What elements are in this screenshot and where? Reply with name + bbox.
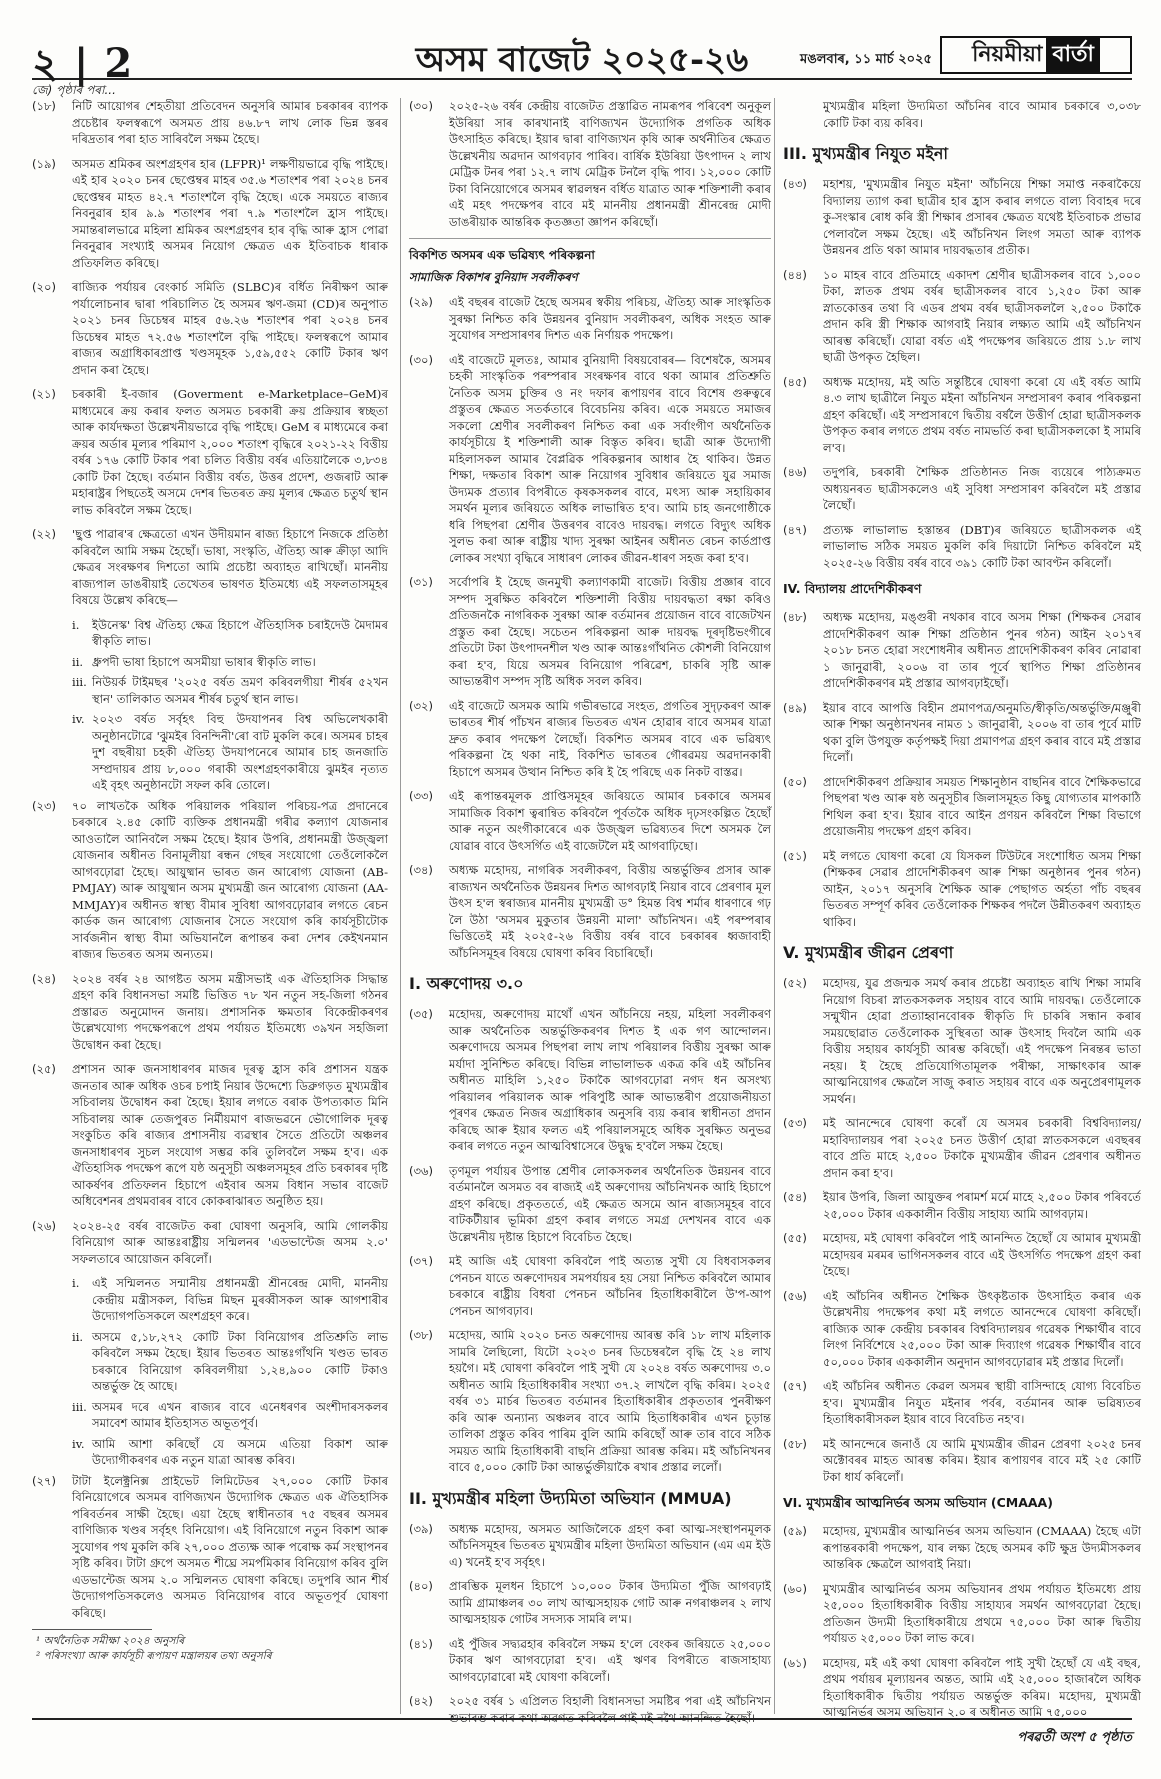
paragraph: (৫১) মই লগতে ঘোষণা কৰো যে যিসকল টিউটৰে সংশোধিত অসম শিক্ষা (শিক্ষকৰ সেৱাৰ প্ৰাদেশিকীকৰণ আৰু শিক্ষা অনুষ্ঠানৰ পুনৰ গঠন) আইন, ২০১৭ অনুসৰি শৈক্ষিক আৰু পেছাগত অৰ্হতা পাঁচ বছৰৰ ভিতৰত সম্পূৰ্ণ কৰিব তেওঁলোকক শিক্ষকৰ পদলৈ উন্নীতকৰণ অব্যাহত থাকিব। bbox=[783, 848, 1142, 929]
list-item: iv. আমি আশা কৰিছোঁ যে অসমে এতিয়া বিকাশ আৰু উদ্যোগীকৰণৰ এক নতুন যাত্ৰা আৰম্ভ কৰিব। bbox=[72, 1436, 388, 1467]
paragraph: (৪৪) ১০ মাহৰ বাবে প্ৰতিমাহে একাদশ শ্ৰেণীৰ ছাত্ৰীসকলৰ বাবে ১,০০০ টকা, স্নাতক প্ৰথম বৰ্ষৰ ছাত্ৰীসকলৰ বাবে ১,২৫০ টকা আৰু স্নাতকোত্তৰ তথা বি এডৰ প্ৰথম বৰ্ষৰ ছাত্ৰীসকললৈ ২,৫০০ টকাকৈ প্ৰদান কৰি স্ত্ৰী শিক্ষাক আগবাই নিয়াৰ লক্ষ্যত আমি এই আঁচনিখন আৰম্ভ কৰিছোঁ। যোৱা বৰ্ষত এই পদক্ষেপৰ জৰিয়তে প্ৰায় ১.৮ লাখ ছাত্ৰী উপকৃত হৈছিল। bbox=[783, 267, 1141, 364]
logo-text-1: নিয়মীয়া bbox=[972, 41, 1043, 67]
list-item: iii. অসমৰ দৰে এখন ৰাজ্যৰ বাবে এনেধৰণৰ অংশীদাৰসকলৰ সমাবেশ আমাৰ ইতিহাসত অভূতপূৰ্ব। bbox=[72, 1399, 388, 1430]
logo-text-2: বাৰ্তা bbox=[1046, 37, 1100, 74]
paragraph: (২৭) টাটা ইলেক্ট্ৰনিক্স প্ৰাইভেট লিমিটেডৰ ২৭,০০০ কোটি টকাৰ বিনিয়োগেৰে অসমৰ বাণিজ্যখন উদ্যোগিক ক্ষেত্ৰত এক ঐতিহাসিক পৰিবৰ্তনৰ সাক্ষী হৈছে। এয়া হৈছে স্বাধীনতাৰ ৭৫ বছৰৰ অসমৰ বাণিজ্যিক খণ্ডৰ সৰ্বৃহৎ বিনিয়োগ। এই বিনিয়োগে নতুন বিকাশ আৰু সুযোগৰ পথ মুকলি কৰি ২৭,০০০ প্ৰত্যক্ষ আৰু পৰোক্ষ কৰ্ম সংস্থাপনৰ সৃষ্টি কৰিব। টাটা গ্ৰুপে অসমত শীঘ্ৰে সমৰ্পমিকাৰ বিনিয়োগ কৰিব বুলি এডভান্টেজ অসম ২.০ সন্মিলনত ঘোষণা কৰিছে। তদুপৰি আন শীৰ্ষ উদ্যোগপতিসকলেও অসমত বিনিয়োগৰ বাবে অভূতপূৰ্ব ঘোষণা কৰিছে। bbox=[32, 1473, 388, 1620]
list-item: ii. অসমে ৫,১৮,২৭২ কোটি টকা বিনিয়োগৰ প্ৰতিশ্ৰুতি লাভ কৰিবলৈ সক্ষম হৈছে। ইয়াৰ ভিতৰত আন্তঃগাঁথনি খণ্ডত ভাৰত চৰকাৰে বিনিয়োগ কৰিবলগীয়া ১,২৪,৯০০ কোটি টকাও অন্তৰ্ভুক্ত হৈ আছে। bbox=[72, 1329, 388, 1393]
list-item: iv. ২০২৩ বৰ্ষত সৰ্বৃহৎ বিহু উদযাপনৰ বিশ্ব অভিলেখকাৰী অনুষ্ঠানটোৱে 'ঝুমইৰ বিনন্দিনী'ৰো বাট মুকলি কৰে। অসমৰ চাহৰ দুশ বছৰীয়া চহকী ঐতিহ্য উদযাপনেৰে আমাৰ চাহ জনজাতি সম্প্ৰদায়ৰ প্ৰায় ৮,০০০ গৰাকী অংশগ্ৰহণকাৰীয়ে ঝুমইৰ নৃত্যত এই বৃহৎ অনুষ্ঠানটো সফল কৰি তোলে। bbox=[72, 712, 388, 792]
page-header bbox=[32, 30, 1132, 87]
paragraph: (৬১) মহোদয়, মই এই কথা ঘোষণা কৰিবলৈ পাই সুখী হৈছোঁ যে এই বছৰ, প্ৰথম পৰ্যায়ৰ মূল্যায়নৰ অন্তত, আমি এই ২৫,০০০ হাজাৰলৈ অধিক হিতাধিকাৰীক দ্বিতীয় পৰ্যায়ত অন্তৰ্ভুক্ত কৰিম। মহোদয়, মুখ্যমন্ত্ৰী আত্মনিৰ্ভৰ অসম অভিযান ২.০ ৰ অধীনত আমি ৭৫,০০০ bbox=[783, 1655, 1141, 1719]
paragraph: (৪৬) তদুপৰি, চৰকাৰী শৈক্ষিক প্ৰতিষ্ঠানত নিজ ব্যয়েৰে পাঠ্যক্ৰমত অধ্যয়নৰত ছাত্ৰীসকলেও এই সুবিধা সম্প্ৰসাৰণ কৰিবলৈ মই প্ৰস্তাৱ লৈছোঁ। bbox=[783, 465, 1141, 512]
paragraph: (৩৮) মহোদয়, আমি ২০২০ চনত অৰুণোদয় আৰম্ভ কৰি ১৮ লাখ মহিলাক সামৰি লৈছিলো, যিটো ২০২৩ চনৰ ডিচেম্বৰলৈ বৃদ্ধি হৈ ২৪ লাখ হয়গৈ। মই ঘোষণা কৰিবলৈ পাই সুখী যে ২০২৪ বৰ্ষত অৰুণোদয় ৩.০ অধীনত আমি হিতাধিকাৰীৰ সংখ্যা ৩৭.২ লাখলৈ বৃদ্ধি কৰিম। ২০২৫ বৰ্ষৰ ৩১ মাৰ্চৰ ভিতৰত বৰ্তমানৰ হিতাধিকাৰীৰ প্ৰকৃততাৰ পুনৰীক্ষণ কৰি আৰু অন্যান্য অঞ্চলৰ বাবে আমি হিতাধিকাৰীৰ এখন চূড়ান্ত তালিকা প্ৰস্তুত কৰিব পাৰিম বুলি আমি কৰিছোঁ আৰু তাৰ বাবে সঠিক সময়ত আমি হিতাধিকাৰী বাছনি প্ৰক্ৰিয়া আৰম্ভ কৰিম। মই আঁচনিখনৰ বাবে ৫,০০০ কোটি টকা আন্তৰ্ভুক্তীয়াকৈ ৰখাৰ প্ৰস্তাৱ ললোঁ। bbox=[409, 1328, 771, 1474]
paragraph: (৫২) মহোদয়, যুৱ প্ৰজন্মক সমৰ্থ কৰাৰ প্ৰচেষ্টা অব্যাহত ৰাখি শিক্ষা সামৰি নিয়োগ বিচৰা স্নাতকসকলক সহায়ৰ বাবে আমি দায়বদ্ধ। তেওঁলোকে সন্মুখীন হোৱা প্ৰত্যাহ্বানবোৰক স্বীকৃতি দি চাকৰি সন্ধান কৰাৰ সময়ছোৱাত তেওঁলোকক সুস্থিৰতা আৰু উৎসাহ দিবলৈ আমি এক বিত্তীয় সহায়ৰ কাৰ্যসূচী আৰম্ভ কৰিছোঁ। এই পদক্ষেপ নিৰন্তৰ ভাতা নহয়। ই হৈছে প্ৰতিযোগিতামূলক পৰীক্ষা, সাক্ষাৎকাৰ আৰু আত্মনিয়োগৰ ক্ষেত্ৰলৈ সাজু কৰাত সহায়ৰ বাবে এক অনুপ্ৰেৰণামূলক সমৰ্থন। bbox=[783, 976, 1141, 1106]
paragraph: (৫৪) ইয়াৰ উপৰি, জিলা আয়ুক্তৰ পৰামৰ্শ মৰ্মে মাহে ২,৫০০ টকাৰ পৰিবৰ্তে ২৫,০০০ টকাৰ এককালীন বিত্তীয় সাহায্য আমি আগবঢ়াম। bbox=[783, 1190, 1141, 1221]
paragraph: (৩১) সৰ্বোপৰি ই হৈছে জনমুখী কল্যাণকামী বাজেট। বিত্তীয় প্ৰজ্ঞাৰ বাবে সম্পদ সুৰক্ষিত কৰিবলৈ শক্তিশালী বিত্তীয় দায়বদ্ধতা ৰক্ষা কৰিও প্ৰতিজনকৈ নাগৰিকক সুৰক্ষা আৰু বৰ্তমানৰ প্ৰয়োজন বাবে বাজেটখন প্ৰস্তুত কৰা হৈছে। সচেতন পৰিকল্পনা আৰু দায়বদ্ধ দূৰদৃষ্টিভংগীৰে প্ৰতিটো টকা উৎপাদনশীল খণ্ড আৰু আন্তঃগাঁথনিত কৌশলী বিনিয়োগ কৰা হ'ব, যিয়ে অসমৰ বিনিয়োগ পৰিৱেশ, চাকৰি সৃষ্টি আৰু আভ্যন্তৰীণ সম্পদ সৃষ্টি অধিক সবল কৰিব। bbox=[409, 575, 771, 688]
continued-from-note: জে) পৃষ্ঠাৰ পৰা... bbox=[32, 83, 116, 97]
paragraph: মুখ্যমন্ত্ৰীৰ মহিলা উদ্যমিতা আঁচনিৰ বাবে আমাৰ চৰকাৰে ৩,০৩৮ কোটি টকা ব্যয় কৰিব। bbox=[823, 99, 1141, 130]
section-heading: I. অৰুণোদয় ৩.০ bbox=[409, 974, 524, 993]
paragraph: (৫৯) মহোদয়, মুখ্যমন্ত্ৰীৰ আত্মনিৰ্ভৰ অসম অভিযান (CMAAA) হৈছে এটা ৰূপান্তৰকাৰী পদক্ষেপ, যাৰ লক্ষ্য হৈছে অসমৰ কটি ক্ষুদ্ৰ উদ্যমীসকলৰ আন্তৰিক ক্ষেত্ৰলৈ আগবাই নিয়া। bbox=[783, 1524, 1141, 1571]
paragraph: (৩৩) এই ৰূপান্তৰমূলক প্ৰাপ্তিসমূহৰ জৰিয়তে আমাৰ চৰকাৰে অসমৰ সামাজিক বিকাশ ত্বৰান্বিত কৰিবলৈ পূৰ্বতকৈ অধিক দৃঢ়সংকল্পিত হৈছোঁ আৰু নতুন অংগীকাৰেৰে এক উজ্জ্বল ভৱিষ্যতৰ দিশে অসমক লৈ যোৱাৰ বাবে উৎসৰ্গিত এই বাজেটলৈ মই আগবাঢ়িছো। bbox=[409, 789, 771, 853]
column-1 bbox=[32, 98, 388, 1714]
paragraph: (২৪) ২০২৪ বৰ্ষৰ ২৪ আগষ্টত অসম মন্ত্ৰীসভাই এক ঐতিহাসিক সিদ্ধান্ত গ্ৰহণ কৰি বিধানসভা সমষ্টি ভিত্তিত ৭৮ খন নতুন সহ-জিলা গঠনৰ প্ৰস্তাৱত অনুমোদন জনায়। প্ৰশাসনিক ক্ষমতাৰ বিকেন্দ্ৰীকৰণৰ উল্লেখযোগ্য পদক্ষেপৰূপে প্ৰথম পৰ্যায়ত ইতিমধ্যে ৩৯খন সহজিলা উদ্বোধন কৰা হৈছে। bbox=[32, 971, 388, 1052]
footnote: ² পৰিসংখ্যা আৰু কাৰ্যসূচী ৰূপায়ণ মন্ত্ৰালয়ৰ তথ্য অনুসৰি bbox=[36, 1650, 272, 1662]
paragraph: (৩৯) অধ্যক্ষ মহোদয়, অসমত আজিলৈকে গ্ৰহণ কৰা আত্ম-সংস্থাপনমূলক আঁচনিসমূহৰ ভিতৰত মুখ্যমন্ত্ৰীৰ মহিলা উদ্যমিতা অভিযান (এম এম ইউ এ) খনেই হ'ব সৰ্বৃহৎ। bbox=[409, 1521, 771, 1569]
paragraph: (৪৯) ইয়াৰ বাবে আপত্তি বিহীন প্ৰমাণপত্ৰ/অনুমতি/স্বীকৃতি/অন্তৰ্ভুক্তি/মঞ্জুৰী আৰু শিক্ষা অনুষ্ঠানখনৰ নামত ১ জানুৱাৰী, ২০০৬ বা তাৰ পূৰ্বে মাটি থকা বুলি উপযুক্ত কৰ্তৃপক্ষই দিয়া প্ৰমাণপত্ৰ গ্ৰহণ কৰাৰ বাবে মই প্ৰস্তাৱ দিলোঁ। bbox=[783, 700, 1141, 764]
list-item: iii. নিউয়ৰ্ক টাইমছৰ '২০২৫ বৰ্ষত ভ্ৰমণ কৰিবলগীয়া শীৰ্ষৰ ৫২খন স্থান' তালিকাত অসমৰ শীৰ্ষৰ চতুৰ্থ স্থান লাভ। bbox=[72, 675, 388, 706]
page-footer bbox=[32, 1718, 1132, 1745]
section-heading: II. মুখ্যমন্ত্ৰীৰ মহিলা উদ্যমিতা অভিযান (MMUA) bbox=[409, 1488, 732, 1508]
paragraph: (৫৩) মই আনন্দেৰে ঘোষণা কৰোঁ যে অসমৰ চৰকাৰী বিশ্ববিদ্যালয়/মহাবিদ্যালয়ৰ পৰা ২০২৫ চনত উত্তীৰ্ণ হোৱা স্নাতকসকলে এবছৰৰ বাবে প্ৰতি মাহে ২,৫০০ টকাকৈ মুখ্যমন্ত্ৰীৰ জীৱন প্ৰেৰণাৰ অধীনত প্ৰদান কৰা হ'ব। bbox=[783, 1116, 1141, 1180]
paragraph: (৫৫) মহোদয়, মই ঘোষণা কৰিবলৈ পাই আনন্দিত হৈছোঁ যে আমাৰ মুখ্যমন্ত্ৰী মহোদয়ৰ মৰমৰ ভাগিনসকলৰ বাবে এই উৎসৰ্গিত পদক্ষেপ গ্ৰহণ কৰা হৈছে। bbox=[783, 1231, 1141, 1278]
list-item: i. এই সন্মিলনত সন্মানীয় প্ৰধানমন্ত্ৰী শ্ৰীনৰেন্দ্ৰ মোদী, মাননীয় কেন্দ্ৰীয় মন্ত্ৰীসকল, বিভিন্ন মিছন মুৰব্বীসকল আৰু আগশাৰীৰ উদ্যোগপতিসকলে অংশগ্ৰহণ কৰে। bbox=[72, 1276, 388, 1323]
section-subheading: বিকশিত অসমৰ এক ভৱিষ্যৎ পৰিকল্পনা bbox=[409, 248, 595, 262]
paragraph: (৬০) মুখ্যমন্ত্ৰীৰ আত্মনিৰ্ভৰ অসম অভিযানৰ প্ৰথম পৰ্যায়ত ইতিমধ্যে প্ৰায় ২৫,০০০ হিতাধিকাৰীক বিত্তীয় সাহায্যৰ সমৰ্থন আগবঢ়োৱা হৈছে। প্ৰতিজন উদ্যমী হিতাধিকাৰীয়ে প্ৰথমে ৭৫,০০০ টকা আৰু দ্বিতীয় পৰ্যায়ত ২৫,০০০ টকা লাভ কৰে। bbox=[783, 1581, 1141, 1645]
paragraph: (৩০) ২০২৫-২৬ বৰ্ষৰ কেন্দ্ৰীয় বাজেটত প্ৰস্তাৱিত নামৰূপৰ পৰিবেশ অনুকূল ইউৰিয়া সাৰ কাৰখানাই বাণিজ্যখন উদ্যোগিক প্ৰগতিক অধিক উৎসাহিত কৰিছে। ইয়াৰ দ্বাৰা বাণিজ্যখন কৃষি আৰু অৰ্থনীতিৰ ক্ষেত্ৰত উল্লেখনীয় অৱদান আগবঢ়াব পাৰিব। বাৰ্ষিক ইউৰিয়া উৎপাদন ২ লাখ মেট্ৰিক টনৰ পৰা ১২.৭ লাখ মেট্ৰিক টনলৈ বৃদ্ধি পাব। ১২,০০০ কোটি টকা বিনিয়োগেৰে অসমৰ স্বাৱলম্বন বৰ্ধিত যাত্ৰাত আৰু শক্তিশালী কৰাৰ এই মহৎ পদক্ষেপৰ বাবে মই মাননীয় প্ৰধানমন্ত্ৰী শ্ৰীনৰেন্দ্ৰ মোদী ডাঙৰীয়াক আন্তৰিক কৃতজ্ঞতা জ্ঞাপন কৰিছোঁ। bbox=[409, 99, 771, 229]
paragraph: (৪৮) অধ্যক্ষ মহোদয়, মঙ্গুৰী নথকাৰ বাবে অসম শিক্ষা (শিক্ষকৰ সেৱাৰ প্ৰাদেশিকীকৰণ আৰু শিক্ষা প্ৰতিষ্ঠান পুনৰ গঠন) আইন ২০১৭ৰ ২০১৮ চনত হোৱা সংশোধনীৰ অধীনত প্ৰাদেশিকীকৰণ কৰিব নোৱাৰা ১ জানুৱাৰী, ২০০৬ বা তাৰ পূৰ্বে স্থাপিত শিক্ষা প্ৰতিষ্ঠানৰ প্ৰাদেশিকীকৰণৰ মই প্ৰস্তাৱ আগবঢ়াইছোঁ। bbox=[783, 610, 1141, 690]
paragraph: (২৫) প্ৰশাসন আৰু জনসাধাৰণৰ মাজৰ দূৰত্ব হ্ৰাস কৰি প্ৰশাসন যন্ত্ৰক জনতাৰ আৰু অধিক ওচৰ চপাই নিয়াৰ উদ্দেশ্যে ডিব্ৰুগড়ত মুখ্যমন্ত্ৰীৰ সচিবালয় উদ্বোধন কৰা হৈছে। ইয়াৰ লগতে বৰাক উপত্যকাত মিনি সচিবালয় আৰু তেজপুৰত নিৰ্মীয়মাণ ৰাজভৱনে ভৌগোলিক দূৰত্ব সংকুচিত কৰি ৰাজ্যৰ প্ৰশাসনীয় ব্যৱস্থাৰ সৈতে প্ৰতিটো অঞ্চলৰ জনসাধাৰণৰ সুচল সংযোগ সম্ভৱ কৰি তুলিবলৈ সক্ষম হ'ব। এক ঐতিহাসিক পদক্ষেপ ৰূপে যষ্ঠ অনুসূচী অঞ্চলসমূহৰ প্ৰতি চৰকাৰৰ দৃষ্টি আকৰ্ষণৰ প্ৰতিফলন হিচাপে এইবাৰ অসম বিধান সভাৰ বাজেট অধিবেশনৰ প্ৰথমবাৰৰ বাবে কোকৰাঝাৰত অনুষ্ঠিত হয়। bbox=[32, 1062, 388, 1208]
paragraph: (৪৩) মহাশয়, 'মুখ্যমন্ত্ৰীৰ নিযুত মইনা' আঁচনিয়ে শিক্ষা সমাপ্ত নকৰাকৈয়ে বিদ্যালয় ত্যাগ কৰা ছাত্ৰীৰ হাৰ হ্ৰাস কৰাৰ লগতে বাল্য বিবাহৰ দৰে কু-সংস্কাৰ ৰোধ কৰি স্ত্ৰী শিক্ষাৰ প্ৰসাৰৰ ক্ষেত্ৰত যথেষ্ট ইতিবাচক প্ৰভাৱ পেলাবলৈ সক্ষম হৈছে। এই আঁচনিখন লিংগ সমতা আৰু ব্যাপক উন্নয়নৰ প্ৰতি থকা আমাৰ দায়বদ্ধতাৰ প্ৰতীক। bbox=[783, 177, 1141, 257]
article-columns bbox=[32, 98, 1142, 1725]
footnote-divider bbox=[32, 1629, 152, 1630]
page-title: অসম বাজেট ২০২৫-২৬ bbox=[415, 40, 749, 80]
list-item: ii. ধ্ৰুপদী ভাষা হিচাপে অসমীয়া ভাষাৰ স্বীকৃতি লাভ। bbox=[72, 654, 316, 669]
paragraph: (৩৪) অধ্যক্ষ মহোদয়, নাগৰিক সবলীকৰণ, বিত্তীয় অন্তৰ্ভুক্তিৰ প্ৰসাৰ আৰু ৰাজ্যখন অৰ্থনৈতিক উন্নয়নৰ দিশত আগবঢ়াই নিয়াৰ বাবে প্ৰেৰণাৰ মূল উৎস হ'ল স্বৰাজ্যৰ মাননীয় মুখ্যমন্ত্ৰী ড° হিমন্ত বিশ্ব শৰ্মাৰ ধাৰণাৰে গঢ় লৈ উঠা 'অসমৰ মুকুতাৰ উন্নয়নী মালা' আঁচনিখন। এই পৰম্পৰাৰ ভিত্তিতেই মই ২০২৫-২৬ বিত্তীয় বৰ্ষৰ বাবে চৰকাৰৰ ধ্বজাবাহী আঁচনিসমূহৰ বিষয়ে ঘোষণা কৰিব বিচাৰিছোঁ। bbox=[409, 863, 771, 960]
section-heading: VI. মুখ্যমন্ত্ৰীৰ আত্মনিৰ্ভৰ অসম অভিযান (CMAAA) bbox=[783, 1495, 1053, 1510]
paragraph: (৩২) এই বাজেটে অসমক আমি গভীৰভাৱে সংহত, প্ৰগতিৰ সুদৃঢ়কৰণ আৰু ভাৰতৰ শীৰ্ষ পাঁচখন ৰাজ্যৰ ভিতৰত এখন হোৱাৰ বাবে অসমৰ যাত্ৰা দ্ৰুত কৰাৰ পদক্ষেপ লৈছোঁ। বিকশিত অসমৰ বাবে এক ভৱিষ্যৎ পৰিকল্পনা হৈ থকা নাই, বিকশিত ভাৰতৰ গৌৰৱময় অৱদানকাৰী হিচাপে অসমৰ উত্থান নিশ্চিত কৰি ই হৈ পৰিছে এক নিকট বাস্তৱ। bbox=[409, 698, 771, 779]
paragraph: (২৩) ৭০ লাখতকৈ অধিক পৰিয়ালক পৰিয়াল পৰিচয়-পত্ৰ প্ৰদানেৰে চৰকাৰে ২.৪৫ কোটি ব্যক্তিক প্ৰধানমন্ত্ৰী গৰীৱ কল্যাণ যোজনাৰ আওতালৈ আনিবলৈ সক্ষম হৈছে। ইয়াৰ উপৰি, প্ৰধানমন্ত্ৰী উজ্জ্বলা যোজনাৰ অধীনত বিনামূলীয়া ৰন্ধন গেছৰ সংযোগো তেওঁলোকলৈ আগবঢ়োৱা হৈছে। আয়ুষ্মান ভাৰত জন আৰোগ্য যোজনা (AB-PMJAY) আৰু আয়ুষ্মান অসম মুখ্যমন্ত্ৰী জন আৰোগ্য যোজনা (AA-MMJAY)ৰ অধীনত স্বাস্থ্য বীমাৰ সুবিধা আগবঢ়োৱাৰ লগতে ৰেচন কাৰ্ডক জন আৰোগ্য যোজনাৰ সৈতে সংযোগ কৰি কাৰ্যসূচীটোক সাৰ্বজনীন স্বাস্থ্য বীমা অভিযানলৈ ৰূপান্তৰ কৰা দেশৰ কেইখনমান ৰাজ্যৰ ভিতৰত অসম অন্যতম। bbox=[32, 798, 388, 961]
paragraph: (৩৫) মহোদয়, অৰুণোদয় মাথোঁ এখন আঁচনিয়ে নহয়, মহিলা সবলীকৰণ আৰু অৰ্থনৈতিক অন্তৰ্ভুক্তিকৰণৰ দিশত ই এক গণ আন্দোলন। অৰুণোদয়ে অসমৰ পিছপৰা লাখ লাখ পৰিয়ালৰ বিত্তীয় সুৰক্ষা আৰু মৰ্যাদা সুনিশ্চিত কৰিছে। বিভিন্ন লাভালাভক একত্ৰ কৰি এই আঁচনিৰ অধীনত মাহিলি ১,২৫০ টকাকৈ আগবঢ়োৱা নগদ ধন অসংখ্য পৰিয়ালৰ পৰিয়ালক আৰু পৰিপুষ্টি আৰু আভ্যন্তৰীণ প্ৰয়োজনীয়তা পূৰণৰ ক্ষেত্ৰত নিজৰ অগ্ৰাধিকাৰ অনুসৰি ব্যয় কৰাৰ স্বাধীনতা প্ৰদান কৰিছে আৰু ইয়াৰ ফলত এই পৰিয়ালসমূহে অধিক সুৰক্ষিত অনুভৱ কৰাৰ লগতে নতুন আত্মবিশ্বাসেৰে উদ্বুদ্ধ হ'বলৈ সক্ষম হৈছে। bbox=[409, 1007, 771, 1153]
paragraph: (২০) ৰাজ্যিক পৰ্যায়ৰ বেংকাৰ্চ সমিতি (SLBC)ৰ বৰ্ধিত নিৰীক্ষণ আৰু পৰ্যালোচনাৰ দ্বাৰা পৰিচালিত হৈ অসমৰ ঋণ-জমা (CD)ৰ অনুপাত ২০২১ চনৰ ডিচেম্বৰ মাহৰ ৫৬.২৬ শতাংশৰ পৰা ২০২৪ চনৰ ডিচেম্বৰ মাহত ৭২.৫৬ শতাংশলৈ বৃদ্ধি পাইছে। ফলস্বৰূপে আমাৰ ৰাজ্যৰ অগ্ৰাধিকাৰপ্ৰাপ্ত খণ্ডসমূহক ১,৫৯,৫৫২ কোটি টকাৰ ঋণ প্ৰদান কৰা হৈছে। bbox=[32, 280, 388, 377]
paragraph: (৪২) ২০২৫ বৰ্ষৰ ১ এপ্ৰিলত বিহালী বিধানসভা সমষ্টিৰ পৰা এই আঁচনিখন শুভাৰম্ভ কৰাৰ কথা অৱগত কৰিবলৈ পাই মই নথৈ আনন্দিত হৈছোঁ। bbox=[409, 1694, 771, 1725]
paragraph: (৫০) প্ৰাদেশিকীকৰণ প্ৰক্ৰিয়াৰ সময়ত শিক্ষানুষ্ঠান বাছনিৰ বাবে শৈক্ষিকভাৱে পিছপৰা খণ্ড আৰু ষষ্ঠ অনুসূচীৰ জিলাসমূহত কিছু যোগ্যতাৰ মাপকাঠি শিথিল কৰা হ'ব। ইয়াৰ বাবে আইন প্ৰণয়ন কৰিবলৈ শিক্ষা বিভাগে প্ৰয়োজনীয় পদক্ষেপ গ্ৰহণ কৰিব। bbox=[783, 774, 1141, 838]
paragraph: (৪৭) প্ৰত্যক্ষ লাভালাভ হস্তান্তৰ (DBT)ৰ জৰিয়তে ছাত্ৰীসকলক এই লাভালাভ সঠিক সময়ত মুকলি কৰি দিয়াটো নিশ্চিত কৰিবলৈ মই ২০২৫-২৬ বিত্তীয় বৰ্ষৰ বাবে ৩৯১ কোটি টকা আবণ্টন কৰিলোঁ। bbox=[783, 522, 1141, 570]
column-2 bbox=[400, 98, 771, 1725]
footnote: ¹ অৰ্থনৈতিক সমীক্ষা ২০২৪ অনুসৰি bbox=[36, 1635, 185, 1647]
section-subheading-2: সামাজিক বিকাশৰ বুনিয়াদ সবলীকৰণ bbox=[409, 270, 578, 284]
paragraph: (৩০) এই বাজেটে মূলতঃ, আমাৰ বুনিয়াদী বিষয়বোৰৰ— বিশেষকৈ, অসমৰ চহকী সাংস্কৃতিক পৰম্পৰাৰ সংৰক্ষণৰ বাবে থকা আমাৰ প্ৰতিশ্ৰুতি নৈতিক অসম চুক্তিৰ ও নং দফাৰ ৰূপায়ণৰ বাবে বিশেষ গুৰুত্বৰে প্ৰস্তুতৰ ক্ষেত্ৰত সতৰ্কতাৰে বিবেচনিয় কৰিব। একে সময়তে সমাজৰ সকলো শ্ৰেণীৰ সবলীকৰণ নিশ্চিত কৰা এক সৰ্বাংগীণ অৰ্থনৈতিক কাৰ্যসূচীয়ে ই শক্তিশালী আৰু বিস্তৃত কৰিব। ছাত্ৰী আৰু উদ্যোগী মহিলাসকল আমাৰ বৈপ্লৱিক পৰিকল্পনাৰ আধাৰ হৈ থাকিব। উন্নত শিক্ষা, দক্ষতাৰ বিকাশ আৰু নিয়োগৰ সুবিধাৰ জৰিয়তে যুৱ সমাজ উদ্যমক প্ৰত্যাৰ বিপৰীতে কৃষকসকলৰ বাবে, মৎস্য আৰু সহায়িকাৰ সমৰ্থন মূল্যৰ জৰিয়তে অধিক লাভান্বিত হ'ব। আমি চাহ জনগোষ্ঠীকে ধৰি পিছপৰা শ্ৰেণীৰ উত্তৰণৰ বাবেও দায়বদ্ধ। লগতে বিদ্যুৎ অধিক সুলভ কৰা আৰু ৰাষ্ট্ৰীয় খাদ্য সুৰক্ষা আইনৰ অধীনত ৰেচন কাৰ্ডপ্ৰাপ্ত লোকৰ সংখ্যা বৃদ্ধিৰে সাধাৰণ লোকৰ জীৱন-ধাৰণ সহজ কৰা হ'ব। bbox=[409, 352, 771, 565]
paragraph: (৫৬) এই আঁচনিৰ অধীনত শৈক্ষিক উৎকৃষ্টতাক উৎসাহিত কৰাৰ এক উল্লেখনীয় পদক্ষেপৰ কথা মই লগতে আনন্দেৰে ঘোষণা কৰিছোঁ। ৰাজ্যিক আৰু কেন্দ্ৰীয় চৰকাৰৰ বিশ্ববিদ্যালয়ৰ গৱেষক শিক্ষাৰ্থীৰ বাবে লিংগ নিৰ্বিশেষে ২৫,০০০ টকা আৰু দিব্যাংগ গৱেষক শিক্ষাৰ্থীৰ বাবে ৫০,০০০ টকাৰ এককালীন অনুদান আগবঢ়োৱাৰ মই প্ৰস্তাৱ দিলোঁ। bbox=[783, 1288, 1141, 1369]
paragraph: (৩৭) মই আজি এই ঘোষণা কৰিবলৈ পাই অত্যন্ত সুখী যে বিধবাসকলৰ পেনচন যাতে অৰুণোদয়ৰ সমপৰ্যায়ৰ হয় সেয়া নিশ্চিত কৰিবলৈ আমাৰ চৰকাৰে ৰাষ্ট্ৰীয় বিধবা পেনচন আঁচনিৰ হিতাধিকাৰীলৈ উ'প-আপ পেনচন আগবঢ়াব। bbox=[409, 1254, 771, 1318]
paragraph: (৫৮) মই আনন্দেৰে জনাওঁ যে আমি মুখ্যমন্ত্ৰীৰ জীৱন প্ৰেৰণা ২০২৫ চনৰ অক্টোবৰৰ মাহত আৰম্ভ কৰিম। ইয়াৰ ৰূপায়ণৰ বাবে মই ২৫ কোটি টকা ধাৰ্য কৰিলোঁ। bbox=[783, 1436, 1141, 1484]
issue-date: মঙলবাৰ, ১১ মাৰ্চ ২০২৫ bbox=[800, 52, 932, 67]
divider bbox=[409, 238, 771, 239]
section-heading: IV. বিদ্যালয় প্ৰাদেশিকীকৰণ bbox=[783, 581, 922, 596]
paragraph: (২১) চৰকাৰী ই-বজাৰ (Goverment e-Marketplace–GeM)ৰ মাধ্যমেৰে ক্ৰয় কৰাৰ ফলত অসমত চৰকাৰী ক্ৰয় প্ৰক্ৰিয়াৰ স্বচ্ছতা আৰু কাৰ্যদক্ষতা উল্লেখনীয়ভাৱে বৃদ্ধি পাইছে। GeM ৰ মাধ্যমেৰে কৰা ক্ৰয়ৰ অৰ্ডাৰ মূল্যৰ পৰিমাণ ২,০০০ শতাংশ বৃদ্ধিৰে ২০২১-২২ বিত্তীয় বৰ্ষৰ ১৭৬ কোটি টকাৰ পৰা চলিত বিত্তীয় বৰ্ষৰ এতিয়ালৈকে ৩,৮৩৪ কোটি টকা হৈছে। বৰ্তমান বিত্তীয় বৰ্ষত, উত্তৰ প্ৰদেশ, গুজৰাট আৰু মহাৰাষ্ট্ৰৰ পিছতেই অসমে দেশৰ ভিতৰত ক্ৰয় মূল্যৰ ক্ষেত্ৰত চতুৰ্থ স্থান লাভ কৰিবলৈ সক্ষম হৈছে। bbox=[32, 387, 388, 517]
continued-note: পৰৱৰ্তী অংশ ৫ পৃষ্ঠাত bbox=[1017, 1730, 1132, 1745]
list-item: i. ইউনেস্ক' বিশ্ব ঐতিহ্য ক্ষেত্ৰ হিচাপে ঐতিহাসিক চৰাইদেউ মৈদামৰ স্বীকৃতি লাভ। bbox=[72, 617, 388, 648]
paragraph: (২৬) ২০২৪-২৫ বৰ্ষৰ বাজেটত কৰা ঘোষণা অনুসৰি, আমি গোলকীয় বিনিয়োগ আৰু আন্তঃৰাষ্ট্ৰীয় সন্মিলনৰ 'এডভান্টেজ অসম ২.০' সফলতাৰে আয়োজন কৰিলোঁ। bbox=[32, 1218, 388, 1266]
paragraph: (১৮) নিটি আয়োগৰ শেহতীয়া প্ৰতিবেদন অনুসৰি আমাৰ চৰকাৰৰ ব্যাপক প্ৰচেষ্টাৰ ফলস্বৰূপে অসমত প্ৰায় ৪৬.৮৭ লাখ লোক ভিন্ন স্তৰৰ দৰিদ্ৰতাৰ পৰা হাত সাৰিবলৈ সক্ষম হৈছে। bbox=[32, 99, 388, 146]
paragraph: (৫৭) এই আঁচনিৰ অধীনত কেৱল অসমৰ স্থায়ী বাসিন্দাহে যোগ্য বিবেচিত হ'ব। মুখ্যমন্ত্ৰীৰ নিযুত মইনাৰ পৰ্বৰ, বৰ্তমানৰ আৰু ভৱিষ্যতৰ হিতাধিকাৰীসকল ইয়াৰ বাবে বিবেচিত নহ'ব। bbox=[783, 1379, 1141, 1426]
paragraph: (৩৬) তৃণমূল পৰ্যায়ৰ উপান্ত শ্ৰেণীৰ লোকসকলৰ অৰ্থনৈতিক উন্নয়নৰ বাবে বৰ্তমানলৈ অসমত বৰ ৰাজ্যই এই অৰুণোদয় আঁচনিখনক আহি হিচাপে গ্ৰহণ কৰিছে। প্ৰকৃততৰ্তে, এই ক্ষেত্ৰত অসমে আন ৰাজ্যসমূহৰ বাবে বাটকটীয়াৰ ভূমিকা গ্ৰহণ কৰাৰ লগতে সমগ্ৰ দেশখনৰ বাবে এক উল্লেখনীয় দৃষ্টান্ত হিচাপে বিবেচিত হৈছে। bbox=[409, 1163, 771, 1244]
newspaper-logo bbox=[940, 36, 1132, 74]
paragraph: (৪০) প্ৰাৰম্ভিক মূলধন হিচাপে ১০,০০০ টকাৰ উদ্যমিতা পুঁজি আগবঢ়াই আমি গ্ৰামাঞ্চলৰ ৩০ লাখ আত্মসহায়ক গোট আৰু নগৰাঞ্চলৰ ২ লাখ আত্মসহায়ক গোটৰ সদস্যক সামৰি ল'ম। bbox=[409, 1579, 771, 1626]
section-heading: V. মুখ্যমন্ত্ৰীৰ জীৱন প্ৰেৰণা bbox=[783, 943, 954, 962]
section-heading: III. মুখ্যমন্ত্ৰীৰ নিযুত মইনা bbox=[783, 144, 949, 163]
paragraph: (২২) 'ছুপ্ত পাৱাৰ'ৰ ক্ষেত্ৰতো এখন উদীয়মান ৰাজ্য হিচাপে নিজকে প্ৰতিষ্ঠা কৰিবলৈ আমি সক্ষম হৈছোঁ। ভাষা, সংস্কৃতি, ঐতিহ্য আৰু ক্ৰীড়া আদি ক্ষেত্ৰৰ সংৰক্ষণৰ দিশতো আমি প্ৰচেষ্টা অব্যাহত ৰাখিছোঁ। মাননীয় ৰাজ্যপাল ডাঙৰীয়াই তেখেতৰ ভাষণত ইতিমধ্যে এই সফলতাসমূহৰ বিষয়ে উল্লেখ কৰিছে— bbox=[32, 527, 388, 607]
paragraph: (১৯) অসমত শ্ৰমিকৰ অংশগ্ৰহণৰ হাৰ (LFPR)¹ লক্ষণীয়ভাৱে বৃদ্ধি পাইছে। এই হাৰ ২০২০ চনৰ ছেপ্তেম্বৰ মাহৰ ৩৫.৬ শতাংশৰ পৰা ২০২৪ চনৰ ছেপ্তেম্বৰ মাহত ৪২.৭ শতাংশলৈ বৃদ্ধি হৈছে। একে সময়তে ৰাজ্যৰ নিবনুৱাৰ হাৰ ৯.৯ শতাংশৰ পৰা ৭.৯ শতাংশলৈ হ্ৰাস পাইছে। সমান্তৰালভাৱে মহিলা শ্ৰমিকৰ অংশগ্ৰহণৰ হাৰ বৃদ্ধি আৰু হ্ৰাস পোৱা নিবনুৱাৰ সংখ্যাই অসমৰ নিয়োগ ক্ষেত্ৰত এক ইতিবাচক ধাৰাক প্ৰতিফলিত কৰিছে। bbox=[32, 156, 388, 270]
column-3 bbox=[774, 98, 1142, 1719]
paragraph: (৪৫) অধ্যক্ষ মহোদয়, মই অতি সন্তুষ্টিৰে ঘোষণা কৰো যে এই বৰ্ষত আমি ৪.৩ লাখ ছাত্ৰীলৈ নিযুত মইনা আঁচনিখন সম্প্ৰসাৰণ কৰাৰ পৰিকল্পনা গ্ৰহণ কৰিছোঁ। এই সম্প্ৰসাৰণে দ্বিতীয় বৰ্ষলৈ উত্তীৰ্ণ হোৱা ছাত্ৰীসকলক উপকৃত কৰাৰ লগতে প্ৰথম বৰ্ষত নামভৰ্তি কৰা ছাত্ৰীসকলকো ই সামৰি ল'ব। bbox=[783, 374, 1141, 455]
paragraph: (২৯) এই বছৰৰ বাজেট হৈছে অসমৰ স্বকীয় পৰিচয়, ঐতিহ্য আৰু সাংস্কৃতিক সুৰক্ষা নিশ্চিত কৰি উন্নয়নৰ বুনিয়াদ সবলীকৰণ, অধিক সংহত আৰু সুযোগৰ সম্প্ৰসাৰণৰ দিশত এক নিৰ্ণায়ক পদক্ষেপ। bbox=[409, 295, 771, 342]
paragraph: (৪১) এই পুঁজিৰ সদ্ব্যৱহাৰ কৰিবলৈ সক্ষম হ'লে বেংকৰ জৰিয়তে ২৫,০০০ টকাৰ ঋণ আগবঢ়োৱা হ'ব। এই ঋণৰ বিপৰীতে ৰাজসাহায্য আগবঢ়োৱাৰো মই ঘোষণা কৰিলোঁ। bbox=[409, 1636, 771, 1684]
page-number: ২ | 2 bbox=[32, 40, 134, 87]
